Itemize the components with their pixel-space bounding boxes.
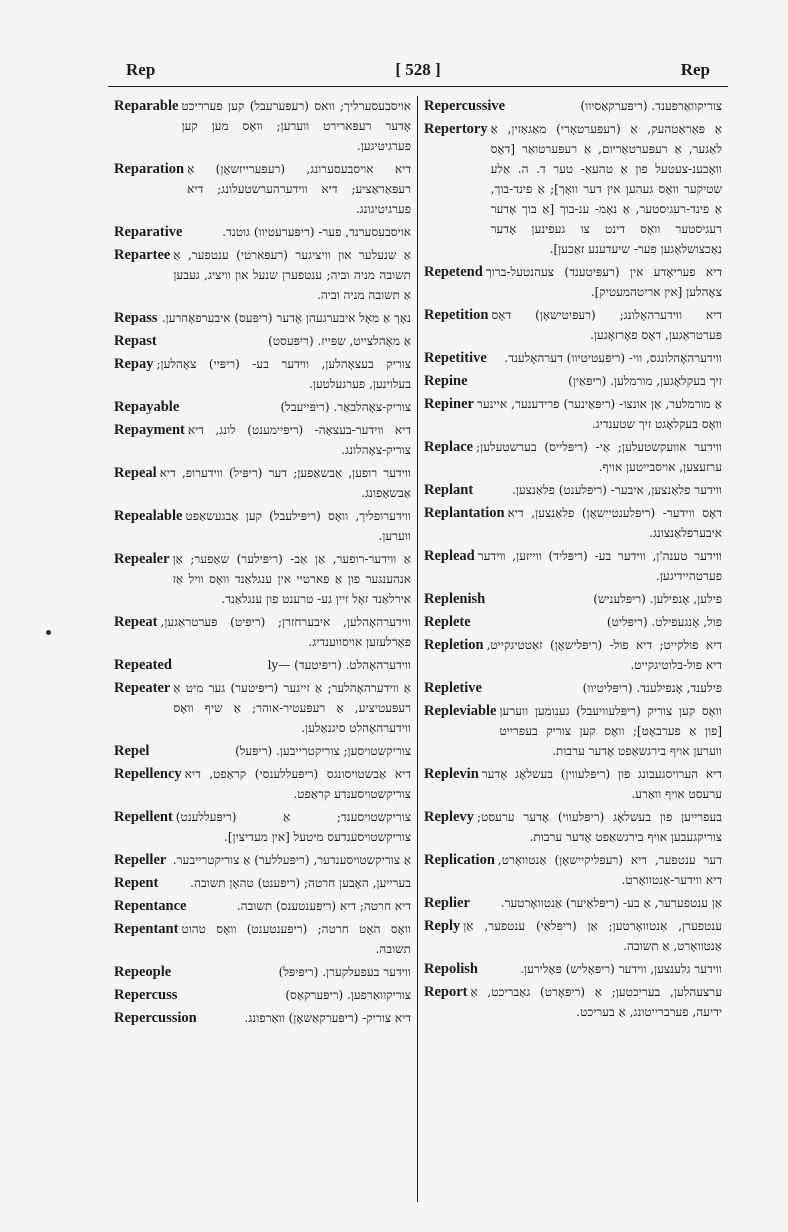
dictionary-entry [114,420,411,460]
definition: ווידער אוועקשטעלען; אַי- (ריפּלייס) בערשטעלען; ערזעצען, אויסבייטען אויף. [476,440,722,474]
dictionary-entry [424,678,722,698]
headword: Reparable [114,98,179,114]
dictionary-entry [424,437,722,477]
dictionary-entry [424,959,722,979]
headword: Replantation [424,505,505,521]
definition: ווידער פלאַנצען, איבער- (ריפּלענט) פלאַנצען. [511,483,722,497]
dictionary-entry [114,655,411,675]
definition: אַ מאָהלצייט, שפּייז. (ריפּעסט) [268,334,411,348]
definition: אַ ווידער-רופער, אַן אַב- (ריפּילער) שאַפער; אַן אנהענגער פון אַ פּארטיי אין ענגלאַנד וואָס וויל אַז אירלאַנד זאָל זיין גע- טרענט פון ענגלאַנד. [172,552,411,606]
dictionary-entry [114,873,411,893]
headword: Repellent [114,809,173,825]
dictionary-entry [114,741,411,761]
headword: Replant [424,482,474,498]
definition: אַ שנעלער און וויציגער (רעפּארטי) ענטפער, אַ תשובה מניה וביה; ענטפערן שנעל און וויציג, געבען אַ תשובה מניה וביה. [173,248,411,302]
dictionary-entry [424,589,722,609]
headword: Reparation [114,161,185,177]
dictionary-entry [424,546,722,586]
dictionary-entry [424,503,722,543]
definition: צוריק-צאָהלבאַר. (ריפּייעבל) [280,400,411,414]
running-head-right: Rep [680,60,710,79]
headword: Repeople [114,964,172,980]
dictionary-entry [114,850,411,870]
dictionary-entry [114,159,411,219]
headword: Reparative [114,224,183,240]
headword: Repeater [114,680,171,696]
definition: צוריקשטויסענד; אַ (ריפּעללענט) צוריקשטויסענדעס מיטעל [אין מעדיצין]. [175,810,411,844]
headword: Repletive [424,680,482,696]
header-rule [108,86,728,87]
headword: Repeal [114,465,157,481]
left-column [108,96,418,1202]
headword: Repiner [424,396,474,412]
headword: Replier [424,895,470,911]
headword: Replevy [424,809,474,825]
definition: צוריקשטויסען; צוריקטרייבען. (ריפּעל) [235,744,411,758]
right-column [418,96,728,1202]
headword: Repealable [114,508,183,524]
definition: פילענד, אָנפילענד. (ריפּליטיוו) [582,681,722,695]
definition: ווידערהאָהלונגס, ווי- (ריפּעטיטיוו) דערהאָלענד. [504,351,722,365]
headword: Repleviable [424,703,497,719]
headword: Repent [114,875,159,891]
headword: Repellency [114,766,182,782]
definition: דיא ווידער-בעצאָה- (ריפּיימענט) לונג, דיא צוריק-צאָהלונג. [187,423,411,457]
headword: Reply [424,918,461,934]
dictionary-entry [114,506,411,546]
dictionary-entry [114,678,411,738]
definition: אַ ווידערהאָהלער; אַ זייגער (ריפּיטער) גער מיט אַ רעפּעטיציע, אַ רעפּעטיר-אוהר; אַ שיף וואָס ווידערהאָהלט סיגנאַלען. [173,681,411,735]
dictionary-entry [114,896,411,916]
headword: Repercuss [114,987,178,1003]
headword: Repercussive [424,98,506,114]
definition: דיא אַבשטויסונגס (ריפּעללענסי) קראַפט, דיא צוריקשטויסענדע קראַפט. [184,767,411,801]
dictionary-entry [114,549,411,609]
dictionary-entry [114,463,411,503]
definition: דיא ווידערהאָלונג; (רעפּיטישאָן) דאָס פּערטראַגען, דאָס פאָרזאָגען. [491,308,722,342]
headword: Repetend [424,264,483,280]
dictionary-entry [424,480,722,500]
dictionary-entry [114,807,411,847]
headword: Repletion [424,637,484,653]
definition: אַ פּאַראַטהעק, אַ (רעפּערטאָרי) מאַגאַזין, אַ לאַגער, אַ רעפּערטאַריום, אַ רעפּערטואַר [דאָס וואָכענ-צעטעל פון אַ טהעאַ- טער ד. ה. אַלע שטיקער וואָס געהען אין דער וואָך]; אַ פינד-בוך, אַ פינד-רעגיסטער, אַ נאָמ- ענ-בוך [אַ בוך אָדער רעגיסטער וואָס דינט צו געפינען אָדער נאַכצושלאָגען פער- שיעדענע זאַכען]. [490,122,722,256]
definition: ווידערהאָהלען, איבערחזרן; (ריפּיט) פּערטראַגען, פאָרלעזען אויסווענדיג. [160,615,411,649]
definition: ווידער גלענצען, ווידער (ריפּאָליש) פּאָלירען. [520,962,722,976]
headword: Repayable [114,399,180,415]
headword: Replace [424,439,474,455]
definition: צוריקוואַרפען. (ריפּערקאַס) [285,988,411,1002]
headword: Replication [424,852,495,868]
headword: Repeat [114,614,158,630]
headword: Repetition [424,307,489,323]
headword: Repass [114,310,158,326]
dictionary-entry [114,1008,411,1028]
headword: Repay [114,356,154,372]
running-head-left: Rep [126,60,156,79]
dictionary-entry [424,635,722,675]
dictionary-entry [424,612,722,632]
page-header [108,52,728,86]
dictionary-entry [424,893,722,913]
dictionary-entry [424,394,722,434]
headword: Replenish [424,591,486,607]
headword: Replevin [424,766,479,782]
headword: Replete [424,614,471,630]
dictionary-entry [114,245,411,305]
dictionary-entry [424,982,722,1022]
headword: Repast [114,333,157,349]
definition: דאָס ווידער- (ריפּלענטיישאָן) פלאַנצען, דיא איבערפלאַנצונג. [507,506,722,540]
dictionary-columns [108,96,728,1202]
margin-dot [46,630,51,635]
dictionary-entry [114,612,411,652]
headword: Repetitive [424,350,487,366]
definition: דיא פולקייט; דיא פול- (ריפּלישאָן) זאַטטיגקייט, דיא פול-בלוטיגקייט. [486,638,722,672]
definition: ווידער רופען, אַבשאַפען; דער (ריפּיל) ווידערופ, דיא אַבשאַפונג. [159,466,411,500]
definition: צוריקוואַרפענד. (ריפּערקאַסיוו) [580,99,722,113]
definition: אַ מורמלער, אַן אונצו- (ריפּאַינער) פרידענער, איינער וואָס בעקלאָגט זיך שטענדיג. [476,397,722,431]
definition: וואָס האָט חרטה; (ריפּענטענט) וואָס טהוט תשובה. [181,922,411,956]
headword: Repentant [114,921,179,937]
headword: Repealer [114,551,170,567]
definition: פול, אָנגעפילט. (ריפּליט) [606,615,722,629]
headword: Repertory [424,121,488,137]
headword: Repolish [424,961,478,977]
definition: ווידערהאָהלט. (ריפּיטעד) —ly [267,658,411,672]
dictionary-entry [424,348,722,368]
dictionary-entry [114,222,411,242]
definition: ווידערופליך, וואָס (ריפּילעבל) קען אַבגעשאַפט ווערען. [185,509,411,543]
headword: Repeated [114,657,172,673]
definition: אויסבעסערנד, פער- (ריפּערעטיוו) גוטנד. [222,225,411,239]
dictionary-entry [114,354,411,394]
dictionary-entry [114,397,411,417]
definition: דיא פעריאָדע אין (רעפּיטענד) צעהנטעל-ברוך צאָהלען [אין אריטהמעטיק]. [485,265,722,299]
dictionary-entry [424,119,722,259]
dictionary-entry [424,850,722,890]
dictionary-entry [114,919,411,959]
definition: פילען, אָנפילען. (ריפּלעניש) [593,592,722,606]
dictionary-page [108,52,728,1202]
definition: וואָס קען צוריק (ריפּלעוויעבל) גענומען ווערען [פון אַ פערבאָט]; וואָס קען צוריק בעפרייט ווערען אויף בירגשאַפט אָדער ערבות. [499,704,722,758]
headword: Repeller [114,852,167,868]
headword: Replead [424,548,475,564]
definition: ענטפערן, אַנטוואָרטען; אַן (ריפּלאַי) ענטפער, אַן אַנטוואָרט, אַ תשובה. [463,919,722,953]
definition: דיא הערויסגעבונג פון (ריפּלעווין) בעשלאָג אָדער ערעסט אויף וואַרע. [481,767,722,801]
definition: אויסבעסערליך; וואס (רעפּערעבל) קען פערריכט אָדער רעפּארירט ווערען; וואָס מען קען פערגיטיגען. [181,99,411,153]
dictionary-entry [424,916,722,956]
dictionary-entry [424,807,722,847]
dictionary-entry [114,764,411,804]
dictionary-entry [424,764,722,804]
headword: Repartee [114,247,171,263]
definition: נאָך אַ מאָל איבערגעהן אָדער (ריפּעס) איבערפאָהרען. [161,311,411,325]
dictionary-entry [424,701,722,761]
dictionary-entry [114,308,411,328]
headword: Repentance [114,898,187,914]
headword: Repayment [114,422,185,438]
definition: ווידער טענה'ן, ווידער בע- (ריפּליד) ווייזען, ווידער פערטהיידיגען. [477,549,722,583]
definition: בערייען, האָבען חרטה; (ריפּענט) טהאָן תשובה. [190,876,411,890]
definition: אַן ענטפערער, אַ בע- (ריפּלאַיער) אַנטוואָרטער. [500,896,722,910]
dictionary-entry [424,371,722,391]
headword: Repine [424,373,468,389]
definition: בעפרייען פון בעשלאָג (ריפּלעווי) אָדער ערעסט; צוריקגעבען אויף בירגשאַפט אָדער ערבות. [476,810,722,844]
definition: דיא אויסבעסערונג, (רעפּערייזשאָן) אַ רעפּאַראַציע; דיא ווידערהערשטעלונג; דיא פערגיטיגונג. [187,162,411,216]
definition: ווידער בעפעלקערן. (ריפּיפּל) [278,965,411,979]
dictionary-entry [424,305,722,345]
definition: זיך בעקלאָגען, מורמלען. (ריפּאַין) [568,374,722,388]
headword: Report [424,984,468,1000]
definition: דיא צוריק- (ריפּערקאַשאָן) וואַרפונג. [244,1011,411,1025]
dictionary-entry [114,985,411,1005]
definition: צוריק בעצאָהלען, ווידער בע- (ריפּיי) צאָהלען; בעלוינען, פערגעלטען. [156,357,411,391]
dictionary-entry [114,331,411,351]
definition: דיא חרטה; דיא (ריפּענטענס) תשובה. [236,899,411,913]
definition: דער ענטפער, דיא (רעפּליקיישאָן) אַנטוואָרט, דיא ווידער-אַנטוואָרט. [497,853,722,887]
headword: Repel [114,743,150,759]
dictionary-entry [424,96,722,116]
page-number: [ 528 ] [395,60,441,79]
headword: Repercussion [114,1010,197,1026]
definition: ערצעהלען, בעריכטען; אַ (ריפּאָרט) גאַבריכט, אַ ידיעה, פערברייטונג, אַ בעריכט. [470,985,722,1019]
dictionary-entry [424,262,722,302]
dictionary-entry [114,96,411,156]
definition: אַ צוריקשטויסענדער, (ריפּעללער) אַ צוריקטרייבער. [172,853,411,867]
dictionary-entry [114,962,411,982]
